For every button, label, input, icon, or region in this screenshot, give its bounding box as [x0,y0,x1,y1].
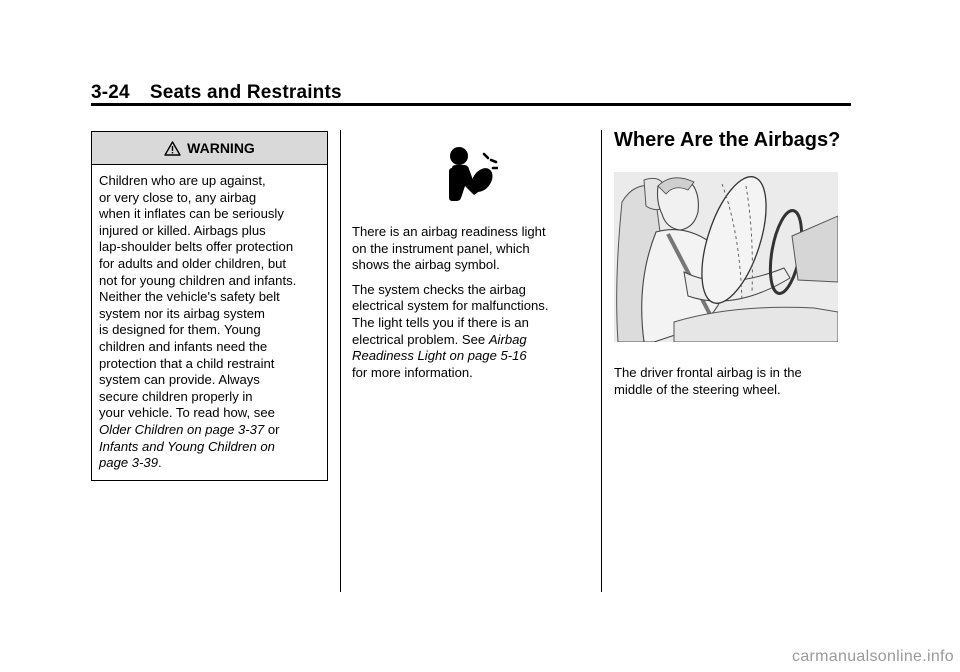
infants-link-part2[interactable]: page 3-39 [99,455,158,471]
warning-header [92,132,327,165]
airbag-caption [614,365,802,398]
warning-line: children and infants need the [99,338,268,354]
text-line: There is an airbag readiness light [352,224,546,239]
column-divider-left [340,130,341,592]
watermark: carmanualsonline.info [792,648,954,665]
older-children-link[interactable]: Older Children on page 3-37 [99,421,265,437]
warning-line: for adults and older children, but [99,255,287,271]
airbag-readiness-link-part2[interactable]: Readiness Light on page 5-16 [352,348,527,364]
warning-line: protection that a child restraint [99,355,275,371]
readiness-text [352,224,584,389]
page-number: 3-24 [91,82,130,103]
readiness-paragraph-1 [352,224,584,274]
text-line: The system checks the airbag [352,281,526,297]
warning-triangle-icon [164,141,181,156]
airbag-readiness-icon [448,146,498,202]
warning-title: WARNING [187,140,255,156]
or-text: or [264,421,280,437]
column-divider-right [601,130,602,592]
warning-box [91,131,328,481]
warning-line [99,422,321,439]
warning-line: Children who are up against, [99,173,266,188]
warning-line: Neither the vehicle's safety belt [99,289,280,305]
section-title-header: Seats and Restraints [149,82,342,103]
text-line: electrical system for malfunctions. [352,298,549,314]
warning-line: secure children properly in [99,388,253,404]
see-text: electrical problem. See [352,331,489,347]
readiness-paragraph-2 [352,282,584,382]
warning-line: system can provide. Always [99,372,260,388]
warning-line [99,455,321,472]
warning-line: not for young children and infants. [99,272,297,288]
page-header [91,82,851,104]
warning-line: when it inflates can be seriously [99,206,284,222]
warning-line: lap-shoulder belts offer protection [99,239,294,255]
airbag-readiness-link-part1[interactable]: Airbag [488,331,527,347]
warning-line: is designed for them. Young [99,322,261,338]
text-line [352,348,584,365]
text-line: shows the airbag symbol. [352,257,500,273]
text-line: The light tells you if there is an [352,314,529,330]
warning-line: system nor its airbag system [99,305,265,321]
header-text [91,82,851,104]
driver-airbag-illustration [614,172,838,342]
infants-link-part1[interactable]: Infants and Young Children on [99,438,275,454]
end-period: . [157,455,162,471]
warning-line [99,439,321,456]
text-line [352,332,584,349]
warning-body [92,165,327,472]
warning-line: or very close to, any airbag [99,189,257,205]
section-heading: Where Are the Airbags? [614,129,841,151]
caption-line: middle of the steering wheel. [614,381,781,397]
header-rule [91,103,851,106]
caption-line: The driver frontal airbag is in the [614,365,802,380]
text-line: on the instrument panel, which [352,240,530,256]
warning-line: your vehicle. To read how, see [99,405,275,421]
text-line: for more information. [352,364,473,380]
warning-line: injured or killed. Airbags plus [99,222,266,238]
